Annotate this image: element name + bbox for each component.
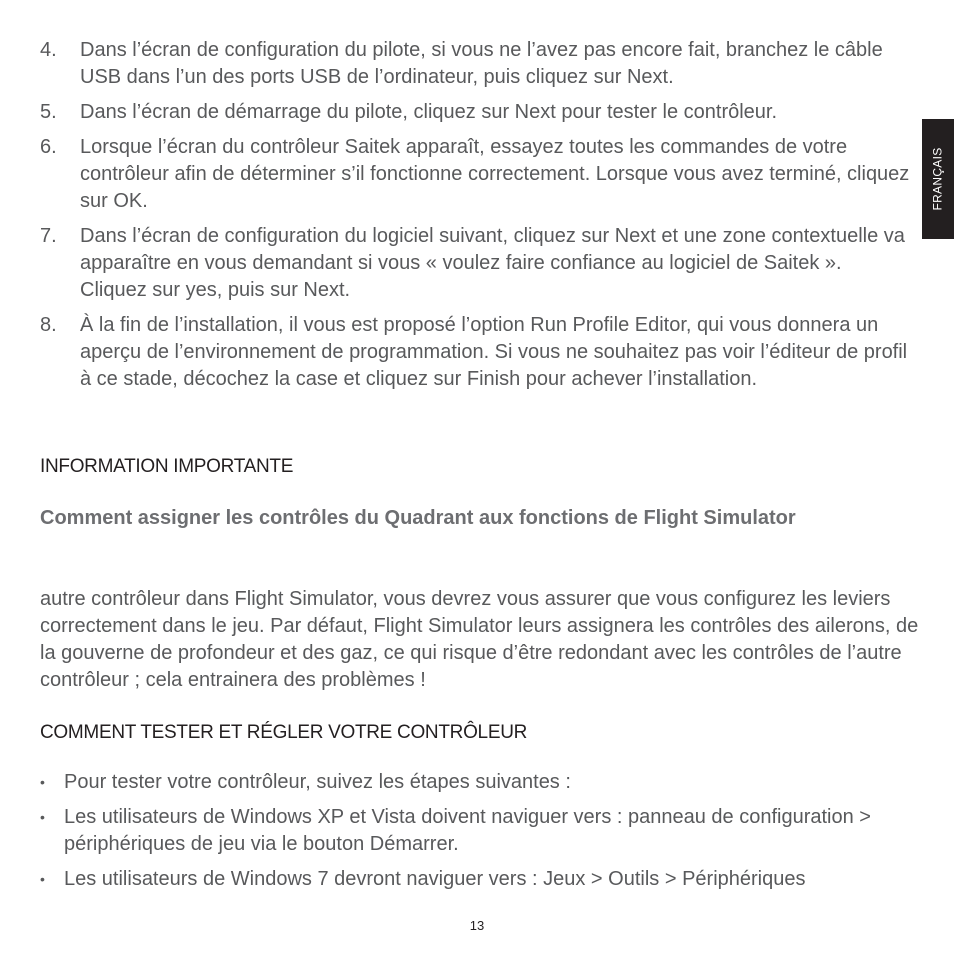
list-item <box>40 866 910 893</box>
step-number: 6. <box>40 136 57 158</box>
bullet-icon: • <box>40 871 45 887</box>
step-item <box>40 223 910 304</box>
step-item <box>40 134 910 215</box>
step-number: 5. <box>40 101 57 123</box>
bullet-icon: • <box>40 809 45 825</box>
step-number: 8. <box>40 314 57 336</box>
subsection-heading: Comment assigner les contrôles du Quadrant aux fonctions de Flight Simulator <box>40 507 796 529</box>
step-item <box>40 312 910 393</box>
language-tab <box>922 119 954 239</box>
step-text: Dans l’écran de configuration du pilote, si vous ne l’avez pas encore fait, branchez le câble USB dans l’un des ports USB de l’ordinateur, puis cliquez sur Next. <box>80 39 883 88</box>
step-item <box>40 37 910 91</box>
step-text: Dans l’écran de démarrage du pilote, cliquez sur Next pour tester le contrôleur. <box>80 101 778 123</box>
numbered-steps <box>40 37 910 401</box>
language-tab-label: FRANÇAIS <box>931 147 946 211</box>
page-number: 13 <box>469 918 485 933</box>
bullet-text: Les utilisateurs de Windows 7 devront naviguer vers : Jeux > Outils > Périphériques <box>64 868 806 890</box>
step-number: 7. <box>40 225 57 247</box>
step-text: À la fin de l’installation, il vous est proposé l’option Run Profile Editor, qui vous donnera un aperçu de l’environnement de programmation. Si vous ne souhaitez pas voir l’éditeur de profil à ce stade, décochez la case et cliquez sur Finish pour achever l’installation. <box>80 314 908 390</box>
bullet-text: Les utilisateurs de Windows XP et Vista doivent naviguer vers : panneau de configuration > périphériques de jeu via le bouton Démarrer. <box>64 806 871 855</box>
step-text: Dans l’écran de configuration du logiciel suivant, cliquez sur Next et une zone contextuelle va apparaître en vous demandant si vous « voulez faire confiance au logiciel de Saitek ». Cliquez sur yes, puis sur Next. <box>80 225 905 301</box>
bullet-text: Pour tester votre contrôleur, suivez les étapes suivantes : <box>64 771 571 793</box>
bullet-list <box>40 769 910 901</box>
list-item <box>40 769 910 796</box>
step-text: Lorsque l’écran du contrôleur Saitek apparaît, essayez toutes les commandes de votre contrôleur afin de déterminer s’il fonctionne correctement. Lorsque vous avez terminé, cliquez sur OK. <box>80 136 910 212</box>
section-title-test-controller: COMMENT TESTER ET RÉGLER VOTRE CONTRÔLEUR <box>40 722 528 743</box>
info-paragraph: autre contrôleur dans Flight Simulator, vous devrez vous assurer que vous configurez les leviers correctement dans le jeu. Par défaut, Flight Simulator leurs assignera les contrôles des ailerons, de la gouverne de profondeur et des gaz, ce qui risque d’être redondant avec les contrôles de l’autre contrôleur ; cela entrainera des problèmes ! <box>40 588 919 691</box>
section-title-important-info: INFORMATION IMPORTANTE <box>40 456 294 477</box>
list-item <box>40 804 910 858</box>
step-item <box>40 99 910 126</box>
step-number: 4. <box>40 39 57 61</box>
bullet-icon: • <box>40 774 45 790</box>
